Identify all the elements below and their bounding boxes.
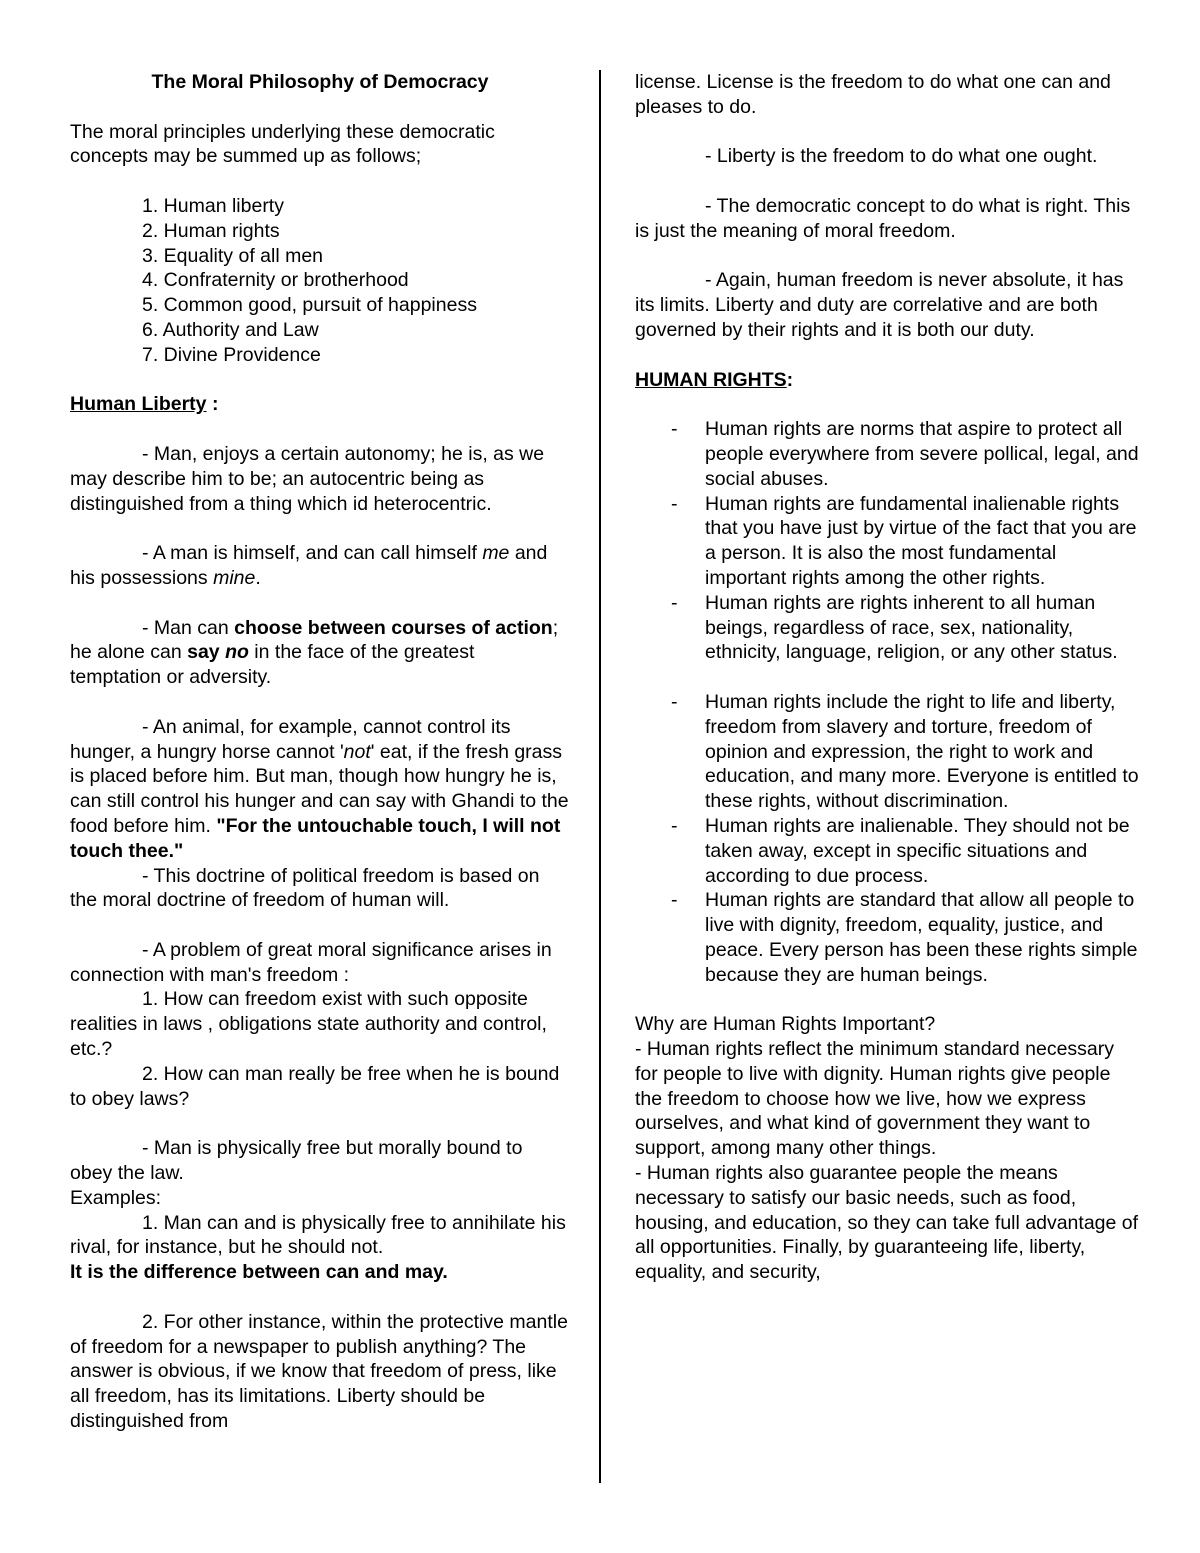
heading-colon: : (206, 393, 219, 416)
heading-text: Human Liberty (70, 393, 207, 416)
paragraph: - This doctrine of political freedom is based on the moral doctrine of freedom of human will. (70, 864, 540, 912)
dash-bullet: - (671, 492, 678, 515)
bold-text: say (187, 641, 226, 664)
text-run: . (255, 566, 261, 589)
list-item: 1. Human liberty (142, 194, 284, 217)
dash-bullet: - (671, 889, 678, 912)
left-column (70, 70, 570, 1434)
paragraph: - A problem of great moral significance arises in connection with man's freedom : (70, 938, 552, 986)
text-run: in the face of the greatest temptation or adversity. (70, 641, 475, 689)
list-item-text: Human rights include the right to life and liberty, freedom from slavery and torture, freedom of opinion and expression, the right to work and education, and many more. Everyone is entitled to these rights, without discrimination. (705, 690, 1139, 813)
italic-text: me (482, 542, 510, 565)
italic-text: mine (213, 566, 256, 589)
dash-bullet: - (671, 814, 678, 837)
examples-label: Examples: (70, 1186, 162, 1209)
text-run: - An animal, for example, cannot control its hunger, a hungry horse cannot ' (70, 715, 511, 763)
list-item-text: Human rights are standard that allow all people to live with dignity, freedom, equality, justice, and peace. Every person has been these rights simple because they are human beings. (705, 889, 1138, 986)
section-heading-human-liberty (70, 392, 570, 417)
list-item: 5. Common good, pursuit of happiness (142, 294, 477, 317)
text-run: ; he alone can (70, 616, 559, 664)
paragraph: - Liberty is the freedom to do what one ought. (705, 145, 1098, 168)
dash-bullet: - (671, 591, 678, 614)
paragraph: - Human rights also guarantee people the means necessary to satisfy our basic needs, such as food, housing, and education, so they can take full advantage of all opportunities. Finally, by guaranteeing life, liberty, equality, and security, (635, 1162, 1139, 1284)
heading-colon: : (786, 368, 794, 391)
intro-paragraph: The moral principles underlying these democratic concepts may be summed up as follows; (70, 120, 495, 168)
section-heading-human-rights (635, 368, 1140, 393)
why-heading: Why are Human Rights Important? (635, 1013, 936, 1036)
bold-text: It is the difference between can and may. (70, 1261, 448, 1284)
list-item: 3. Equality of all men (142, 244, 324, 267)
list-item (635, 591, 1140, 665)
list-item-text: Human rights are fundamental inalienable rights that you have just by virtue of the fact that you are a person. It is also the most fundamental important rights among the other rights. (705, 492, 1137, 589)
paragraph: - The democratic concept to do what is right. This is just the meaning of moral freedom. (635, 194, 1131, 242)
bold-italic-text: no (225, 641, 249, 664)
list-item: 2. Human rights (142, 219, 280, 242)
list-item (635, 492, 1140, 591)
list-item-text: Human rights are rights inherent to all human beings, regardless of race, sex, nationality, ethnicity, language, religion, or any other status. (705, 591, 1118, 664)
list-item: 6. Authority and Law (142, 318, 319, 341)
dash-bullet: - (671, 418, 678, 441)
column-divider (599, 70, 601, 1483)
paragraph: - Human rights reflect the minimum standard necessary for people to live with dignity. Human rights give people the freedom to choose how we live, how we express ourselves, and what kind of government they want to support, among many other things. (635, 1038, 1115, 1160)
text-run: - Man can (142, 616, 235, 639)
document-title: The Moral Philosophy of Democracy (151, 71, 489, 93)
italic-text: not (343, 740, 371, 763)
example-1-emphasis (70, 1260, 570, 1285)
paragraph: - Again, human freedom is never absolute, it has its limits. Liberty and duty are correlative and are both governed by their rights and it is both our duty. (635, 269, 1124, 341)
list-item-text: Human rights are norms that aspire to protect all people everywhere from severe pollical, legal, and social abuses. (705, 418, 1139, 490)
paragraph (70, 541, 570, 591)
paragraph (70, 715, 570, 864)
right-column (635, 70, 1140, 1285)
human-rights-list (635, 417, 1140, 987)
text-run: and his possessions (70, 542, 548, 589)
paragraph: - Man is physically free but morally bound to obey the law. (70, 1137, 523, 1185)
list-item (635, 690, 1140, 814)
list-item: 4. Confraternity or brotherhood (142, 269, 409, 292)
question-1: 1. How can freedom exist with such opposite realities in laws , obligations state authority and control, etc.? (70, 988, 547, 1061)
bold-text: choose between courses of action (234, 616, 553, 639)
text-run: - A man is himself, and can call himself (142, 542, 483, 565)
question-2: 2. How can man really be free when he is bound to obey laws? (70, 1062, 560, 1110)
list-item-text: Human rights are inalienable. They should not be taken away, except in specific situations and according to due process. (705, 814, 1130, 887)
list-item (635, 417, 1140, 491)
bold-quote: "For the untouchable touch, I will not touch thee." (70, 814, 561, 862)
heading-text: HUMAN RIGHTS (635, 368, 787, 391)
principles-list (70, 194, 570, 368)
paragraph-continued: license. License is the freedom to do what one can and pleases to do. (635, 71, 1111, 118)
example-1: 1. Man can and is physically free to annihilate his rival, for instance, but he should not. (70, 1211, 566, 1259)
list-item (635, 814, 1140, 888)
list-item: 7. Divine Providence (142, 343, 321, 366)
list-item (635, 888, 1140, 987)
dash-bullet: - (671, 690, 678, 713)
paragraph: - Man, enjoys a certain autonomy; he is, as we may describe him to be; an autocentric being as distinguished from a thing which id heterocentric. (70, 442, 545, 515)
paragraph (70, 616, 570, 690)
text-run: ' eat, if the fresh grass is placed before him. But man, though how hungry he is, can still control his hunger and can say with Ghandi to the food before him. (70, 740, 569, 837)
example-2: 2. For other instance, within the protective mantle of freedom for a newspaper to publish anything? The answer is obvious, if we know that freedom of press, like all freedom, has its limitations. Liberty should be distinguished from (70, 1310, 568, 1433)
